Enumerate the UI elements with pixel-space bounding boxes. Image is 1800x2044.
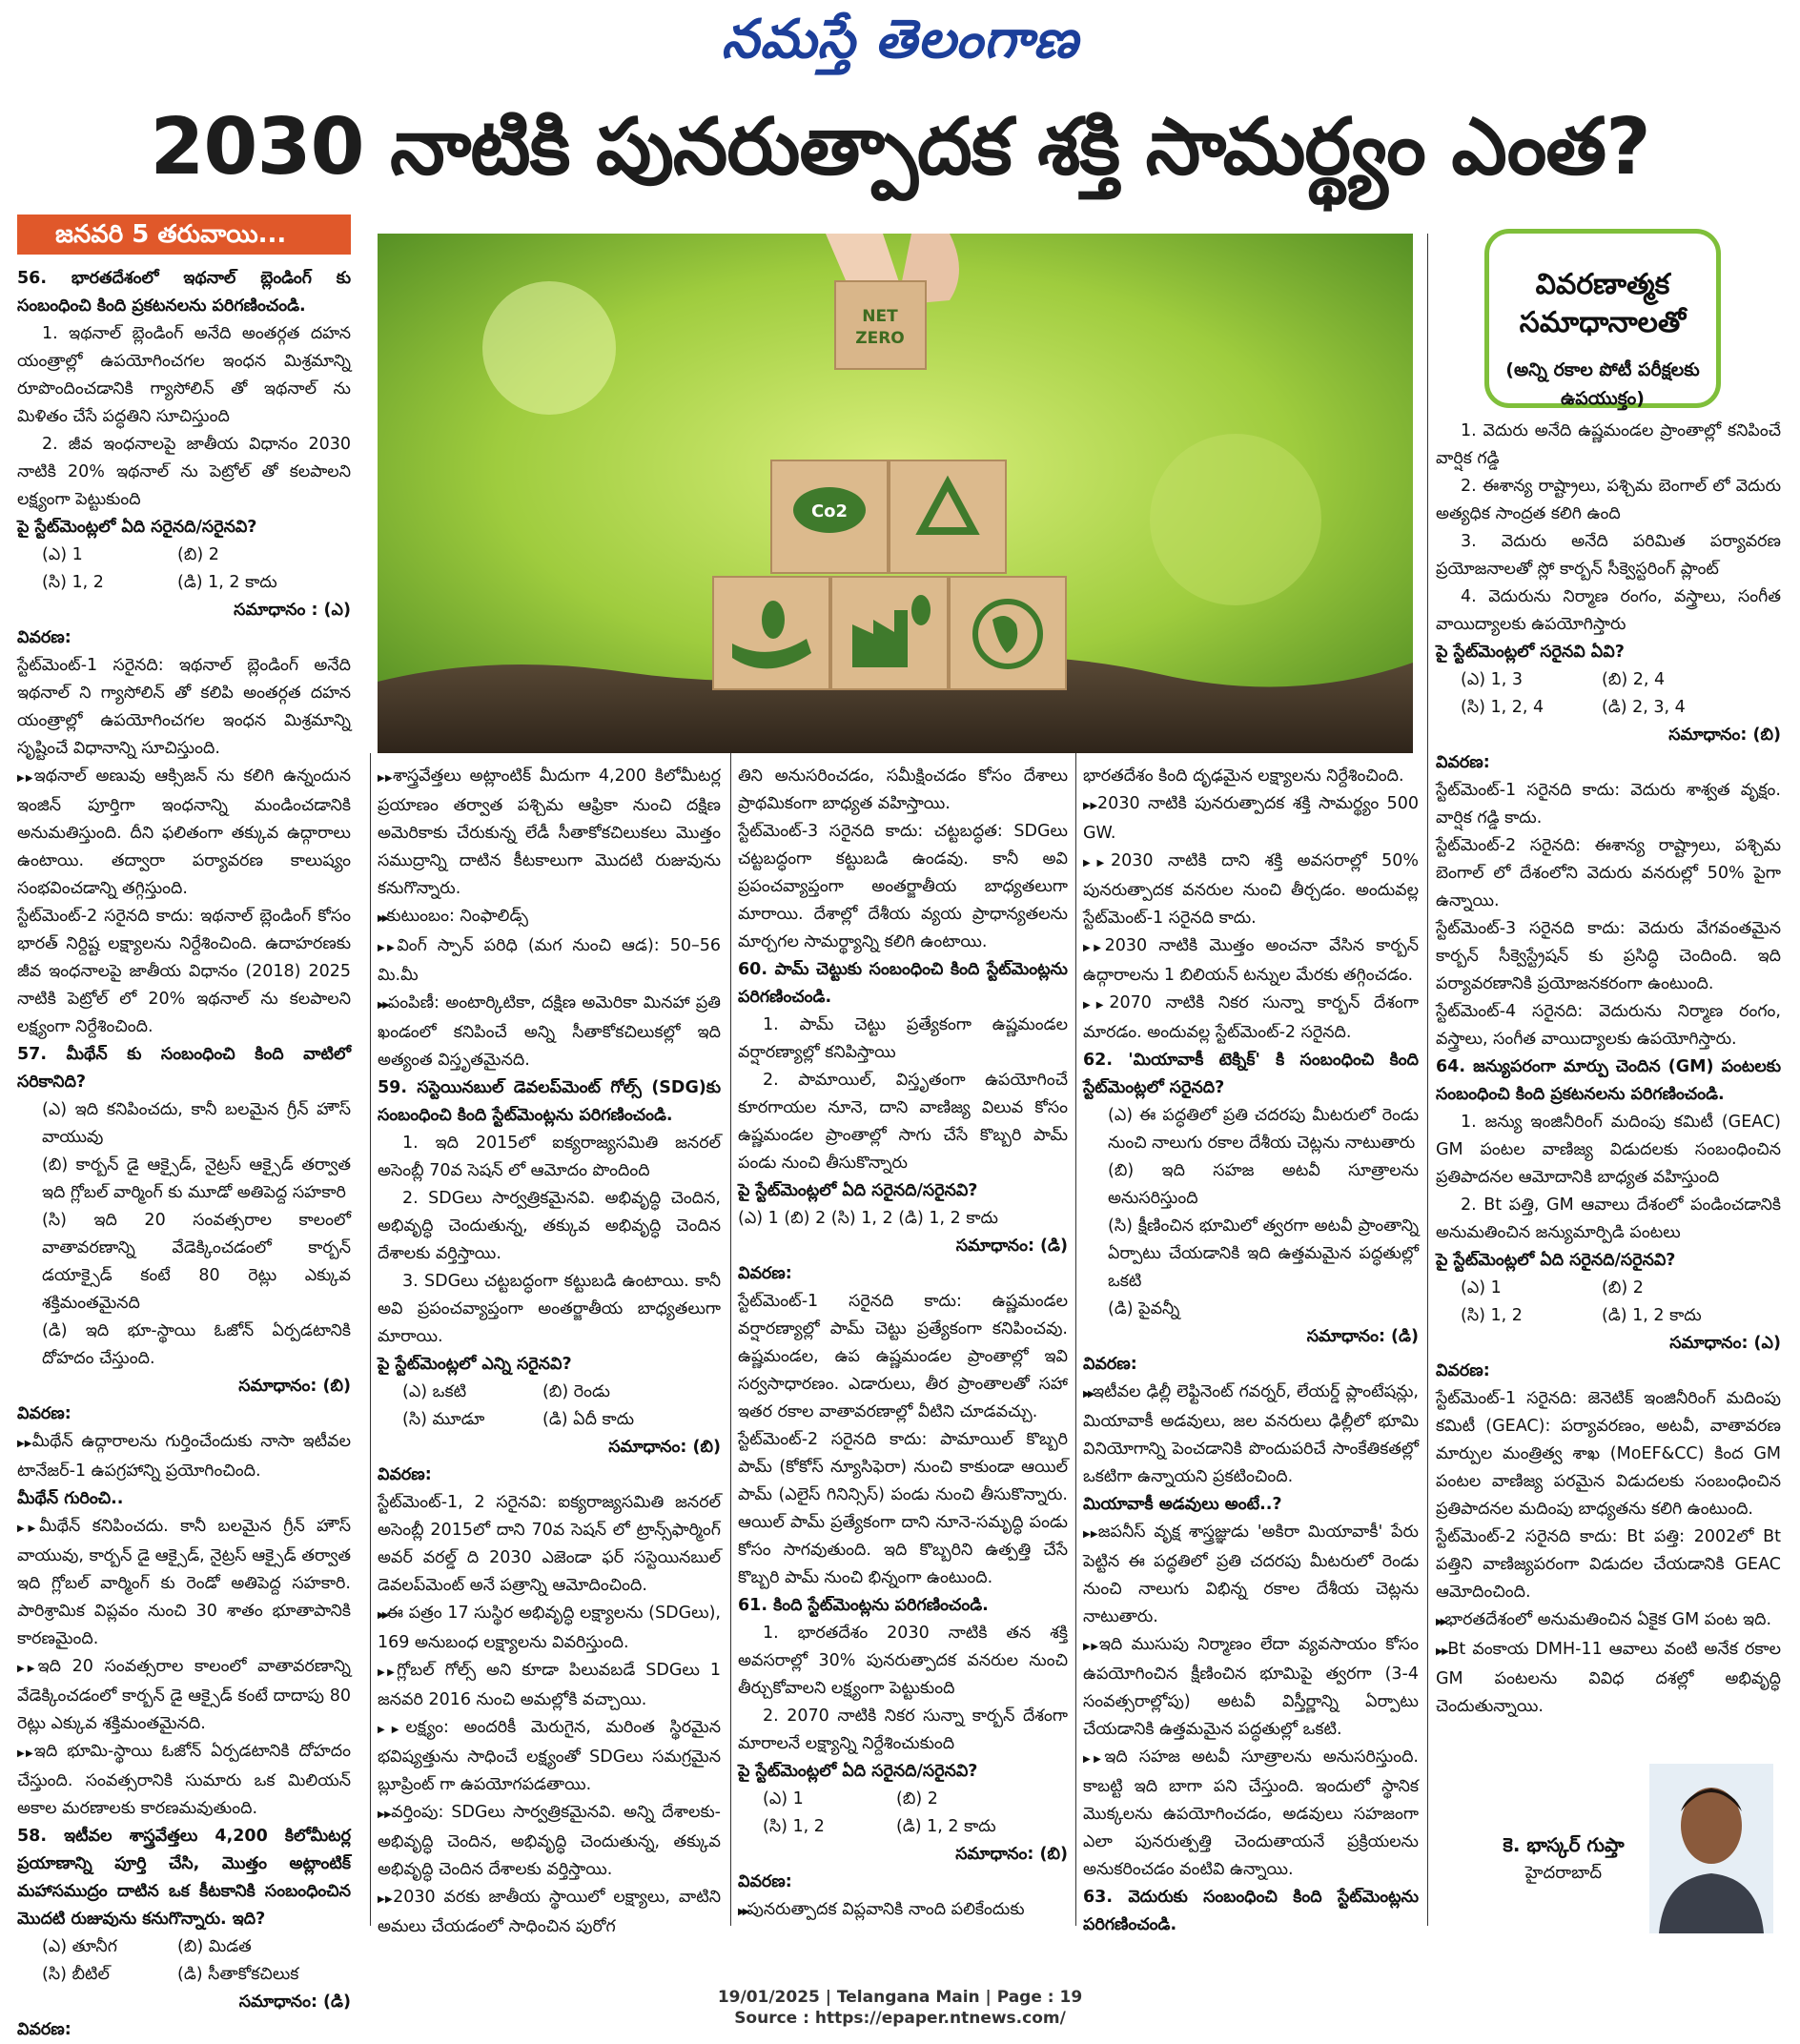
option: (సి) మూడూ [402,1410,485,1429]
column-rule [730,753,731,1926]
footer-date: 19/01/2025 | Telangana Main | Page : 19 [717,1988,1083,2007]
column-4: భారతదేశం కింది దృఢమైన లక్ష్యాలను నిర్దేశించింది. ▶▶ 2030 నాటికి పునరుత్పాదక శక్తి సామర్థ్యం 500 GW. ▶▶ 2030 నాటికి దాని శక్తి అవసరాల్లో 50% పునరుత్పాదక వనరుల నుంచి తీర్చడం. అందువల్ల స్టేట్‌మెంట్-1 సరైనది కాదు. ▶▶ 2030 నాటికి మొత్తం అంచనా వేసిన కార్బన్ ఉద్గారాలను 1 బిలియన్ టన్నుల మేరకు తగ్గించడం. ▶▶ 2070 నాటికి నికర సున్నా కార్బన్ దేశంగా మారడం. అందువల్ల స్టేట్‌మెంట్-2 సరైనది. 62. 'మియావాకీ టెక్నిక్' కి సంబంధించి కింది స్టేట్‌మెంట్లలో సరైనది? (ఎ) ఈ పద్ధతిలో ప్రతి చదరపు మీటరులో రెండు నుంచి నాలుగు రకాల దేశీయ చెట్లను నాటుతారు (బి) ఇది సహజ అటవీ సూత్రాలను అనుసరిస్తుంది (సి) క్షీణించిన భూమిలో త్వరగా అటవీ ప్రాంతాన్ని ఏర్పాటు చేయడానికి ఇది ఉత్తమమైన పద్ధతుల్లో ఒకటి (డి) పైవన్నీ సమాధానం: (డి) వివరణ: ▶▶ ఇటీవల ఢిల్లీ లెఫ్టినెంట్ గవర్నర్, లేయర్డ్ ప్లాంటేషన్లు, మియావాకీ అడవులు, జల వనరులు ఢిల్లీలో భూమి వినియోగాన్ని పెంచడానికి పొందుపరిచే సాంకేతికతల్లో ఒకటిగా ఉన్నాయని ప్రకటించింది. మియావాకీ అడవులు అంటే..? ▶▶ జపనీస్ వృక్ష శాస్త్రజ్ఞుడు 'అకిరా మియావాకీ' పేరు పెట్టిన ఈ పద్ధతిలో ప్రతి చదరపు మీటరులో రెండు నుంచి నాలుగు విభిన్న రకాల దేశీయ చెట్లను నాటుతారు. ▶▶ ఇది ముసుపు నిర్మాణం లేదా వ్యవసాయం కోసం ఉపయోగించిన క్షీణించిన భూమిపై త్వరగా (3-4 సంవత్సరాల్లోపు) అటవీ విస్తీర్ణాన్ని ఏర్పాటు చేయడానికి ఉత్తమమైన పద్ధతుల్లో ఒకటి. ▶▶ ఇది సహజ అటవీ సూత్రాలను అనుసరిస్తుంది. కాబట్టి ఇది బాగా పని చేస్తుంది. ఇందులో స్థానిక మొక్కలను ఉపయోగించడం, అడవులు సహజంగా ఎలా పునరుత్పత్తి చెందుతాయనే ప్రక్రియలను అనుకరించడం వంటివి ఉన్నాయి. 63. వెదురుకు సంబంధించి కింది స్టేట్‌మెంట్లను పరిగణించండి. [1083,763,1419,1931]
question-57: 57. మీథేన్ కు సంబంధించి కింది వాటిలో సరికానిది? [17,1045,351,1092]
question-59: 59. సస్టెయినబుల్ డెవలప్‌మెంట్ గోల్స్ (SDG)కు సంబంధించి కింది స్టేట్‌మెంట్లను పరిగణించండి. [378,1078,721,1125]
block-co2 [771,460,888,573]
column-rule [1427,234,1428,1926]
option: (బి) 2 [177,545,219,564]
option: (బి) 2 [896,1789,938,1809]
answer: సమాధానం: (బి) [1668,726,1781,745]
option: (డి) 1, 2 కాదు [1602,1306,1702,1325]
option: (ఎ) 1 [763,1789,804,1809]
question-56: 56. భారతదేశంలో ఇథనాల్ బ్లెండింగ్ కు సంబంధించి కింది ప్రకటనలను పరిగణించండి. [17,269,351,316]
block-globe [950,577,1066,689]
answer: సమాధానం : (ఎ) [234,601,351,620]
footer [0,1987,1800,2029]
block-recycle [890,460,1006,573]
block-factory [831,577,948,689]
footer-source: Source : https://epaper.ntnews.com/ [734,2009,1066,2028]
answer: సమాధానం: (బి) [608,1438,721,1457]
answer: సమాధానం: (ఎ) [1669,1334,1781,1353]
block-hand-leaf [713,577,829,689]
callout-subtitle: (అన్ని రకాల పోటీ పరీక్షలకు ఉపయుక్తం) [1505,359,1700,409]
question-60: 60. పామ్ చెట్టుకు సంబంధించి కింది స్టేట్‌మెంట్లను పరిగణించండి. [738,960,1068,1007]
option: (ఎ) 1 [1461,1278,1502,1298]
answer: సమాధానం: (బి) [955,1845,1068,1864]
option: (డి) సీతాకోకచిలుక [177,1965,299,1984]
photo-zero-text: ZERO [855,329,905,348]
answer: సమాధానం: (డి) [1306,1327,1419,1346]
masthead: నమస్తే తెలంగాణ [721,8,1079,71]
option: (ఎ) 1, 3 [1461,670,1524,689]
option: (ఎ) తూనీగ [42,1937,117,1956]
question-64: 64. జన్యుపరంగా మార్పు చెందిన (GM) పంటలకు సంబంధించి కింది ప్రకటనలను పరిగణించండి. [1436,1057,1781,1104]
option: (సి) 1, 2 [763,1817,825,1836]
option: (బి) 2, 4 [1602,670,1666,689]
question-58: 58. ఇటీవల శాస్త్రవేత్తలు 4,200 కిలోమీటర్ల ప్రయాణాన్ని పూర్తి చేసి, మొత్తం అట్లాంటిక్ మహాసముద్రం దాటిన ఒక కీటకానికి సంబంధించిన మొదటి రుజువును కనుగొన్నారు. ఇది? [17,1827,351,1929]
photo-co2-text: Co2 [810,501,849,521]
headline: 2030 నాటికి పునరుత్పాదక శక్తి సామర్థ్యం ఎంత? [150,102,1650,193]
callout-title: వివరణాత్మక సమాధానాలతో [1519,268,1687,339]
column-2: ▶▶ శాస్త్రవేత్తలు అట్లాంటిక్ మీదుగా 4,200 కిలోమీటర్ల ప్రయాణం తర్వాత పశ్చిమ ఆఫ్రికా నుంచి దక్షిణ అమెరికాకు చేరుకున్న లేడీ సీతాకోకచిలుకలు మొత్తం సముద్రాన్ని దాటిన కీటకాలుగా మొదటి రుజువును కనుగొన్నారు. ▶▶ కుటుంబం: నింఫాలిడ్స్ ▶▶ వింగ్ స్పాన్ పరిధి (మగ నుంచి ఆడ): 50–56 మి.మీ ▶▶ పంపిణీ: అంటార్కిటికా, దక్షిణ అమెరికా మినహా ప్రతి ఖండంలో కనిపించే అన్ని సీతాకోకచిలుకల్లో ఇది అత్యంత విస్తృతమైనది. 59. సస్టెయినబుల్ డెవలప్‌మెంట్ గోల్స్ (SDG)కు సంబంధించి కింది స్టేట్‌మెంట్లను పరిగణించండి. 1. ఇది 2015లో ఐక్యరాజ్యసమితి జనరల్ అసెంబ్లీ 70వ సెషన్ లో ఆమోదం పొందింది 2. SDGలు సార్వత్రికమైనవి. అభివృద్ధి చెందిన, అభివృద్ధి చెందుతున్న, తక్కువ అభివృద్ధి చెందిన దేశాలకు వర్తిస్తాయి. 3. SDGలు చట్టబద్ధంగా కట్టుబడి ఉంటాయి. కానీ అవి ప్రపంచవ్యాప్తంగా అంతర్జాతీయ బాధ్యతలుగా మారాయి. పై స్టేట్‌మెంట్లలో ఎన్ని సరైనవి? (ఎ) ఒకటి (బి) రెండు (సి) మూడూ (డి) ఏదీ కాదు సమాధానం: (బి) వివరణ: స్టేట్‌మెంట్-1, 2 సరైనవి: ఐక్యరాజ్యసమితి జనరల్ అసెంబ్లీ 2015లో దాని 70వ సెషన్ లో ట్రాన్స్‌ఫార్మింగ్ అవర్ వరల్డ్ ది 2030 ఎజెండా ఫర్ సస్టెయినబుల్ డెవలప్‌మెంట్ అనే పత్రాన్ని ఆమోదించింది. ▶▶ ఈ పత్రం 17 సుస్థిర అభివృద్ధి లక్ష్యాలను (SDGలు), 169 అనుబంధ లక్ష్యాలను వివరిస్తుంది. ▶▶ గ్లోబల్ గోల్స్ అని కూడా పిలువబడే SDGలు 1 జనవరి 2016 నుంచి అమల్లోకి వచ్చాయి. ▶▶ లక్ష్యం: అందరికీ మెరుగైన, మరింత స్థిరమైన భవిష్యత్తును సాధించే లక్ష్యంతో SDGలు సమగ్రమైన బ్లూప్రింట్ గా ఉపయోగపడతాయి. ▶▶ వర్తింపు: SDGలు సార్వత్రికమైనవి. అన్ని దేశాలకు-అభివృద్ధి చెందిన, అభివృద్ధి చెందుతున్న, తక్కువ అభివృద్ధి చెందిన దేశాలకు వర్తిస్తాయి. ▶▶ 2030 వరకు జాతీయ స్థాయిలో లక్ష్యాలు, వాటిని అమలు చేయడంలో సాధించిన పురోగ [378,763,721,1931]
option: (సి) 1, 2 [1461,1306,1523,1325]
option: (బి) మిడత [177,1937,252,1956]
author-name: కె. భాస్కర్ గుప్తా [1503,1833,1625,1856]
column-5: 1. వెదురు అనేది ఉష్ణమండల ప్రాంతాల్లో కనిపించే వార్షిక గడ్డి 2. ఈశాన్య రాష్ట్రాలు, పశ్చిమ బెంగాల్ లో వెదురు అత్యధిక సాంద్రత కలిగి ఉంది 3. వెదురు అనేది పరిమిత పర్యావరణ ప్రయోజనాలతో స్లో కార్బన్ సీక్వెస్టరింగ్ ప్లాంట్ 4. వెదురును నిర్మాణ రంగం, వస్త్రాలు, సంగీత వాయిద్యాలకు ఉపయోగిస్తారు పై స్టేట్‌మెంట్లలో సరైనవి ఏవి? (ఎ) 1, 3 (బి) 2, 4 (సి) 1, 2, 4 (డి) 2, 3, 4 సమాధానం: (బి) వివరణ: స్టేట్‌మెంట్-1 సరైనది కాదు: వెదురు శాశ్వత వృక్షం. వార్షిక గడ్డి కాదు. స్టేట్‌మెంట్-2 సరైనది: ఈశాన్య రాష్ట్రాలు, పశ్చిమ బెంగాల్ లో దేశంలోని వెదురు వనరుల్లో 50% పైగా ఉన్నాయి. స్టేట్‌మెంట్-3 సరైనది కాదు: వెదురు వేగవంతమైన కార్బన్ సీక్వెస్ట్రేషన్ కు ప్రసిద్ధి చెందింది. ఇది పర్యావరణానికి ప్రయోజనకరంగా ఉంటుంది. స్టేట్‌మెంట్-4 సరైనది: వెదురును నిర్మాణ రంగం, వస్త్రాలు, సంగీత వాయిద్యాలకు ఉపయోగిస్తారు. 64. జన్యుపరంగా మార్పు చెందిన (GM) పంటలకు సంబంధించి కింది ప్రకటనలను పరిగణించండి. 1. జన్యు ఇంజినీరింగ్ మదింపు కమిటీ (GEAC) GM పంటల వాణిజ్య విడుదలకు సంబంధించిన ప్రతిపాదనల ఆమోదానికి బాధ్యత వహిస్తుంది 2. Bt పత్తి, GM ఆవాలు దేశంలో పండించడానికి అనుమతించిన జన్యుమార్పిడి పంటలు పై స్టేట్‌మెంట్లలో ఏది సరైనది/సరైనవి? (ఎ) 1 (బి) 2 (సి) 1, 2 (డి) 1, 2 కాదు సమాధానం: (ఎ) వివరణ: స్టేట్‌మెంట్-1 సరైనది: జెనెటిక్ ఇంజినీరింగ్ మదింపు కమిటీ (GEAC): పర్యావరణం, అటవీ, వాతావరణ మార్పుల మంత్రిత్వ శాఖ (MoEF&CC) కింద GM పంటల వాణిజ్య పరమైన విడుదలకు సంబంధించిన ప్రతిపాదనల మదింపు బాధ్యతను కలిగి ఉంటుంది. స్టేట్‌మెంట్-2 సరైనది కాదు: Bt పత్తి: 2002లో Bt పత్తిని వాణిజ్యపరంగా విడుదల చేయడానికి GEAC ఆమోదించింది. ▶▶ భారతదేశంలో అనుమతించిన ఏకైక GM పంట ఇది. ▶▶ Bt వంకాయ DMH-11 ఆవాలు వంటి అనేక రకాల GM పంటలను వివిధ దశల్లో అభివృద్ధి చెందుతున్నాయి. [1436,418,1781,1752]
option: (డి) ఏదీ కాదు [542,1410,635,1429]
answer: సమాధానం: (బి) [238,1377,351,1396]
option: (బి) రెండు [542,1382,610,1401]
column-1: 56. భారతదేశంలో ఇథనాల్ బ్లెండింగ్ కు సంబంధించి కింది ప్రకటనలను పరిగణించండి. 1. ఇథనాల్ బ్లెండింగ్ అనేది అంతర్గత దహన యంత్రాల్లో ఉపయోగించగల ఇంధన మిశ్రమాన్ని రూపొందించడానికి గ్యాసోలిన్ తో ఇథనాల్ ను మిళితం చేసే పద్ధతిని సూచిస్తుంది 2. జీవ ఇంధనాలపై జాతీయ విధానం 2030 నాటికి 20% ఇథనాల్ ను పెట్రోల్ తో కలపాలని లక్ష్యంగా పెట్టుకుంది పై స్టేట్‌మెంట్లలో ఏది సరైనది/సరైనవి? (ఎ) 1 (బి) 2 (సి) 1, 2 (డి) 1, 2 కాదు సమాధానం : (ఎ) వివరణ: స్టేట్‌మెంట్-1 సరైనది: ఇథనాల్ బ్లెండింగ్ అనేది ఇథనాల్ ని గ్యాసోలిన్ తో కలిపి అంతర్గత దహన యంత్రాల్లో ఉపయోగించగల ఇంధన మిశ్రమాన్ని సృష్టించే విధానాన్ని సూచిస్తుంది. ▶▶ ఇథనాల్ అణువు ఆక్సిజన్ ను కలిగి ఉన్నందున ఇంజిన్ పూర్తిగా ఇంధనాన్ని మండించడానికి అనుమతిస్తుంది. దీని ఫలితంగా తక్కువ ఉద్గారాలు ఉంటాయి. తద్వారా పర్యావరణ కాలుష్యం సంభవించడాన్ని తగ్గిస్తుంది. స్టేట్‌మెంట్-2 సరైనది కాదు: ఇథనాల్ బ్లెండింగ్ కోసం భారత్ నిర్దిష్ట లక్ష్యాలను నిర్దేశించింది. ఉదాహరణకు జీవ ఇంధనాలపై జాతీయ విధానం (2018) 2025 నాటికి పెట్రోల్ లో 20% ఇథనాల్ ను కలపాలని లక్ష్యంగా నిర్దేశించింది. 57. మీథేన్ కు సంబంధించి కింది వాటిలో సరికానిది? (ఎ) ఇది కనిపించదు, కానీ బలమైన గ్రీన్ హౌస్ వాయువు (బి) కార్బన్ డై ఆక్సైడ్, నైట్రస్ ఆక్సైడ్ తర్వాత ఇది గ్లోబల్ వార్మింగ్ కు మూడో అతిపెద్ద సహకారి (సి) ఇది 20 సంవత్సరాల కాలంలో వాతావరణాన్ని వేడెక్కించడంలో కార్బన్ డయాక్సైడ్ కంటే 80 రెట్లు ఎక్కువ శక్తిమంతమైనది (డి) ఇది భూ-స్థాయి ఓజోన్ ఏర్పడటానికి దోహదం చేస్తుంది. సమాధానం: (బి) వివరణ: ▶▶ మీథేన్ ఉద్గారాలను గుర్తించేందుకు నాసా ఇటీవల టానేజర్-1 ఉపగ్రహాన్ని ప్రయోగించింది. మీథేన్ గురించి.. ▶▶ మీథేన్ కనిపించదు. కానీ బలమైన గ్రీన్ హౌస్ వాయువు, కార్బన్ డై ఆక్సైడ్, నైట్రస్ ఆక్సైడ్ తర్వాత ఇది గ్లోబల్ వార్మింగ్ కు రెండో అతిపెద్ద సహకారి. పారిశ్రామిక విప్లవం నుంచి 30 శాతం భూతాపానికి కారణమైంది. ▶▶ ఇది 20 సంవత్సరాల కాలంలో వాతావరణాన్ని వేడెక్కించడంలో కార్బన్ డై ఆక్సైడ్ కంటే దాదాపు 80 రెట్లు ఎక్కువ శక్తిమంతమైనది. ▶▶ ఇది భూమి-స్థాయి ఓజోన్ ఏర్పడటానికి దోహదం చేస్తుంది. సంవత్సరానికి సుమారు ఒక మిలియన్ అకాల మరణాలకు కారణమవుతుంది. 58. ఇటీవల శాస్త్రవేత్తలు 4,200 కిలోమీటర్ల ప్రయాణాన్ని పూర్తి చేసి, మొత్తం అట్లాంటిక్ మహాసముద్రం దాటిన ఒక కీటకానికి సంబంధించిన మొదటి రుజువును కనుగొన్నారు. ఇది? (ఎ) తూనీగ (బి) మిడత (సి) బీటిల్ (డి) సీతాకోకచిలుక సమాధానం: (డి) వివరణ: [17,265,351,1929]
callout-box [1484,229,1721,408]
option: (సి) 1, 2, 4 [1461,698,1544,717]
column-rule [370,753,371,1926]
answer: సమాధానం: (డి) [238,1993,351,2012]
option: (ఎ) ఒకటి [402,1382,467,1401]
column-rule [1075,753,1076,1926]
option: (డి) 2, 3, 4 [1602,698,1686,717]
option: (సి) 1, 2 [42,573,104,592]
question-63: 63. వెదురుకు సంబంధించి కింది స్టేట్‌మెంట్లను పరిగణించండి. [1083,1888,1419,1934]
kicker-label: జనవరి 5 తరువాయి... [17,215,351,255]
option: (సి) బీటిల్ [42,1965,110,1984]
option: (డి) 1, 2 కాదు [896,1817,996,1836]
options-row [17,569,351,597]
question-62: 62. 'మియావాకీ టెక్నిక్' కి సంబంధించి కింది స్టేట్‌మెంట్లలో సరైనది? [1083,1051,1419,1097]
answer: సమాధానం: (డి) [955,1237,1068,1256]
author-photo [1649,1764,1773,1933]
question-61: 61. కింది స్టేట్‌మెంట్లను పరిగణించండి. [738,1596,989,1615]
photo-net-text: NET [862,307,898,326]
block-netzero [835,281,926,369]
column-3: తిని అనుసరించడం, సమీక్షించడం కోసం దేశాలు ప్రాథమికంగా బాధ్యత వహిస్తాయి. స్టేట్‌మెంట్-3 సరైనది కాదు: చట్టబద్ధత: SDGలు చట్టబద్ధంగా కట్టుబడి ఉండవు. కానీ అవి ప్రపంచవ్యాప్తంగా అంతర్జాతీయ బాధ్యతలుగా మారాయి. దేశాల్లో దేశీయ వ్యయ ప్రాధాన్యతలను మార్చగల సామర్థ్యాన్ని కలిగి ఉంటాయి. 60. పామ్ చెట్టుకు సంబంధించి కింది స్టేట్‌మెంట్లను పరిగణించండి. 1. పామ్ చెట్టు ప్రత్యేకంగా ఉష్ణమండల వర్షారణ్యాల్లో కనిపిస్తాయి 2. పామాయిల్, విస్తృతంగా ఉపయోగించే కూరగాయల నూనె, దాని వాణిజ్య విలువ కోసం ఉష్ణమండల ప్రాంతాల్లో సాగు చేసే కొబ్బరి పామ్ పండు నుంచి తీసుకొన్నారు పై స్టేట్‌మెంట్లలో ఏది సరైనది/సరైనవి? (ఎ) 1 (బి) 2 (సి) 1, 2 (డి) 1, 2 కాదు సమాధానం: (డి) వివరణ: స్టేట్‌మెంట్-1 సరైనది కాదు: ఉష్ణమండల వర్షారణ్యాల్లో పామ్ చెట్టు ప్రత్యేకంగా కనిపించవు. ఉష్ణమండల, ఉప ఉష్ణమండల ప్రాంతాల్లో ఇవి సర్వసాధారణం. ఎడారులు, తీర ప్రాంతాలతో సహా ఇతర రకాల వాతావరణాల్లో వీటిని చూడవచ్చు. స్టేట్‌మెంట్-2 సరైనది కాదు: పామాయిల్ కొబ్బరి పామ్ (కోకోస్ న్యూసిఫెరా) నుంచి కాకుండా ఆయిల్ పామ్ (ఎలైస్ గినిన్సిస్) పండు నుంచి తీసుకొన్నారు. ఆయిల్ పామ్ ప్రత్యేకంగా దాని నూనె-సమృద్ధి పండు కోసం సాగవుతుంది. ఇది కొబ్బరిని ఉత్పత్తి చేసే కొబ్బరి పామ్ నుంచి భిన్నంగా ఉంటుంది. 61. కింది స్టేట్‌మెంట్లను పరిగణించండి. 1. భారతదేశం 2030 నాటికి తన శక్తి అవసరాల్లో 30% పునరుత్పాదక వనరుల నుంచి తీర్చుకోవాలని లక్ష్యంగా పెట్టుకుంది 2. 2070 నాటికి నికర సున్నా కార్బన్ దేశంగా మారాలనే లక్ష్యాన్ని నిర్దేశించుకుంది పై స్టేట్‌మెంట్లలో ఏది సరైనది/సరైనవి? (ఎ) 1 (బి) 2 (సి) 1, 2 (డి) 1, 2 కాదు సమాధానం: (బి) వివరణ: ▶▶ పునరుత్పాదక విప్లవానికి నాంది పలికేందుకు [738,763,1068,1931]
net-zero-photo [378,234,1413,753]
option: (బి) 2 [1602,1278,1644,1298]
options-row [17,542,351,569]
option: (ఎ) 1 [42,545,83,564]
option: (డి) 1, 2 కాదు [177,573,277,592]
author-block [1483,1764,1778,1935]
author-place: హైదరాబాద్ [1524,1863,1603,1883]
